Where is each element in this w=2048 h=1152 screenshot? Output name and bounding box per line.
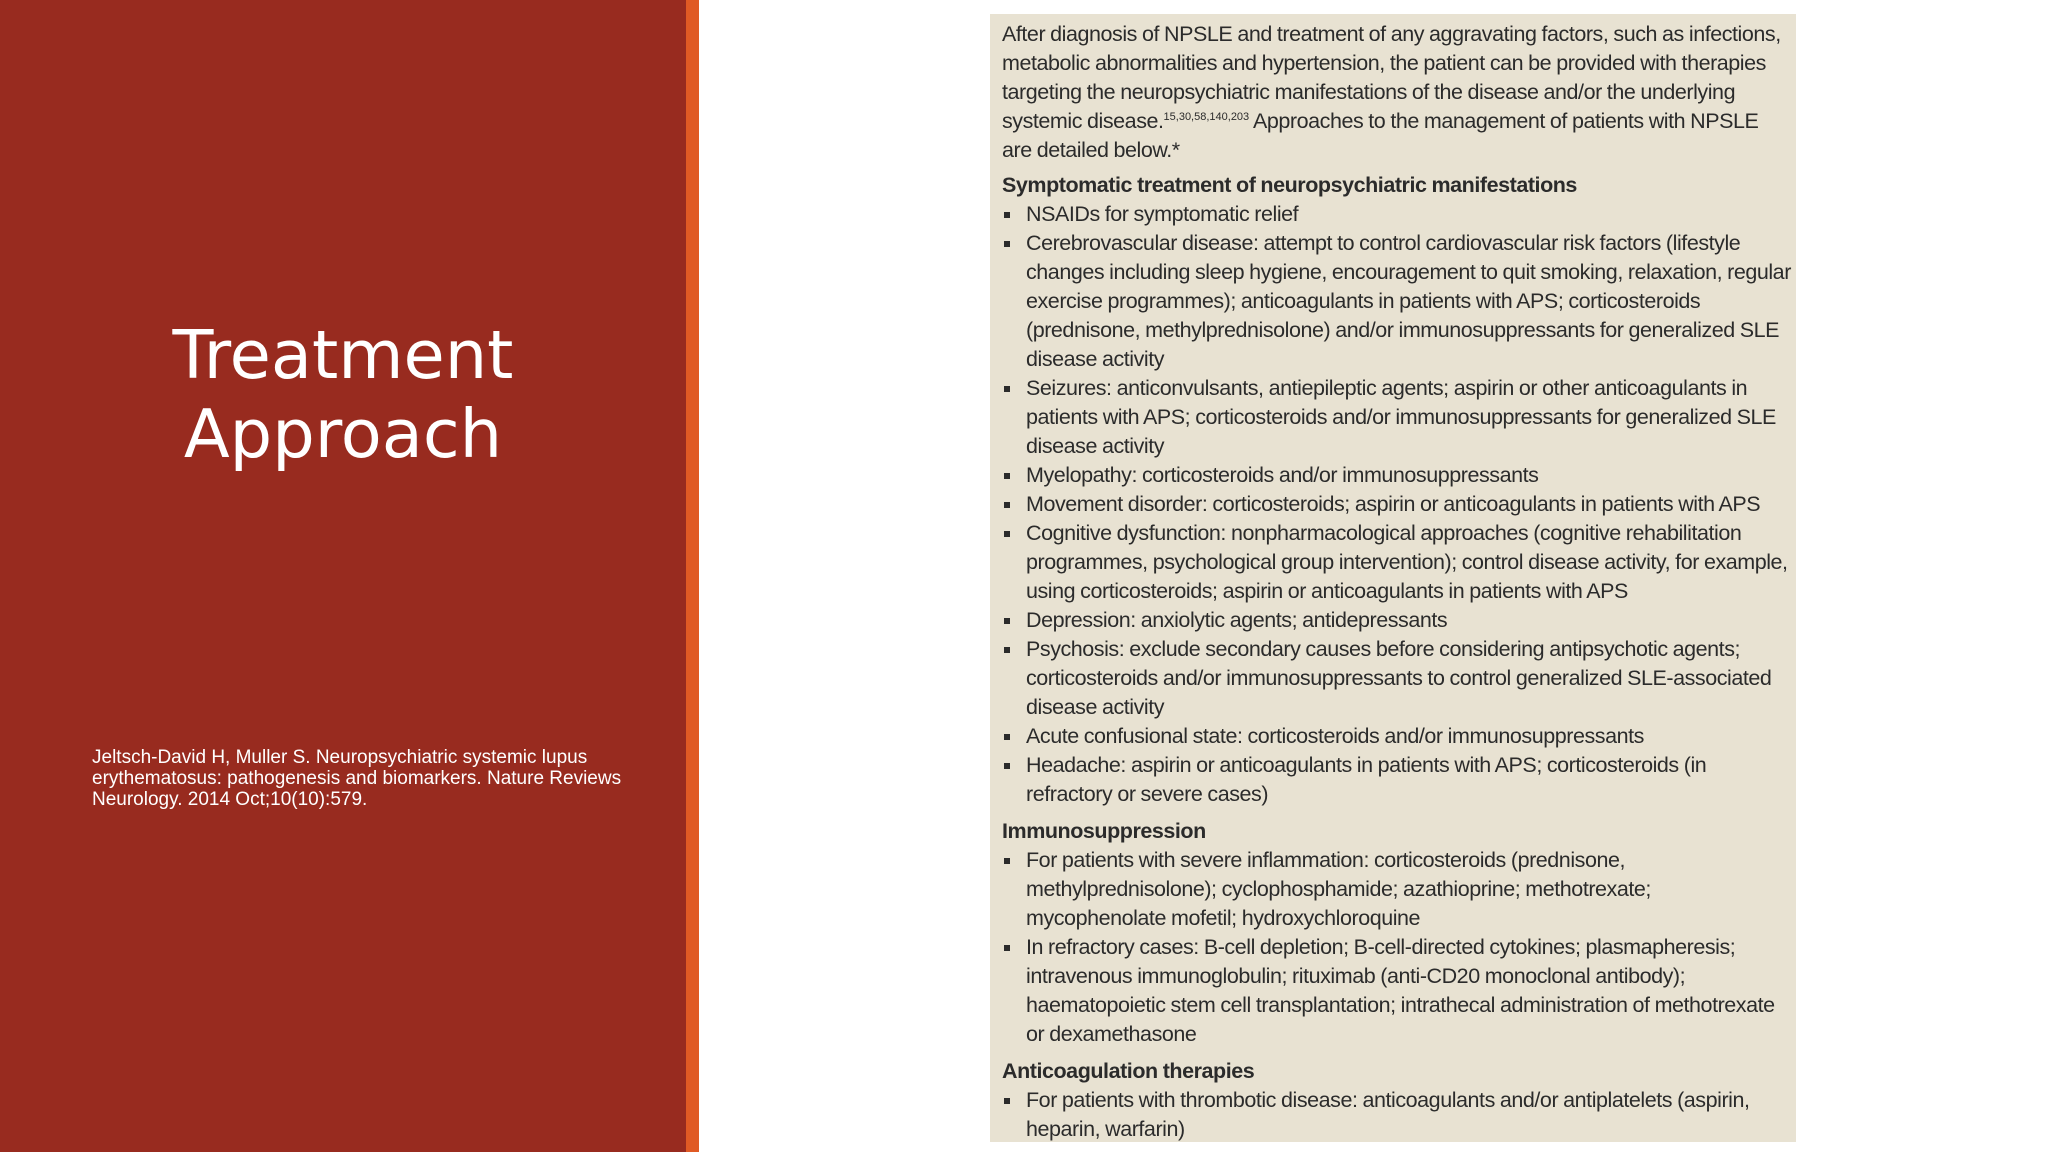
- list-item: [1002, 461, 1792, 490]
- slide-title-line-2: Approach: [183, 395, 503, 473]
- bullet-list: [1002, 1086, 1792, 1144]
- list-item: [1002, 751, 1792, 809]
- intro-tail: Approaches to the management of patients with NPSLE are detailed below.*: [1002, 109, 1759, 162]
- section-heading: Anticoagulation therapies: [1002, 1059, 1255, 1083]
- bullet-list: [1002, 846, 1792, 1049]
- accent-divider: [686, 0, 699, 1152]
- bullet-icon: [1004, 1098, 1010, 1104]
- list-item: [1002, 722, 1792, 751]
- list-item: [1002, 490, 1792, 519]
- list-item: [1002, 200, 1792, 229]
- bullet-icon: [1004, 858, 1010, 864]
- list-item: [1002, 846, 1792, 933]
- bullet-icon: [1004, 618, 1010, 624]
- list-item-text: In refractory cases: B-cell depletion; B-cell-directed cytokines; plasmapheresis; intravenous immunoglobulin; rituximab (anti-CD20 monoclonal antibody); haematopoietic stem cell transplantation; intrathecal administration of methotrexate or dexamethasone: [1026, 935, 1775, 1046]
- bullet-icon: [1004, 531, 1010, 537]
- bullet-icon: [1004, 212, 1010, 218]
- slide-title: [0, 316, 686, 474]
- list-item: [1002, 635, 1792, 722]
- list-item: [1002, 519, 1792, 606]
- treatment-text-box: [990, 14, 1796, 1142]
- title-panel: [0, 0, 686, 1152]
- bullet-icon: [1004, 945, 1010, 951]
- list-item: [1002, 1086, 1792, 1144]
- list-item-text: Acute confusional state: corticosteroids and/or immunosuppressants: [1026, 724, 1644, 748]
- list-item-text: Cognitive dysfunction: nonpharmacological approaches (cognitive rehabilitation programmes, psychological group intervention); control disease activity, for example, using corticosteroids; aspirin or anticoagulants in patients with APS: [1026, 521, 1788, 603]
- bullet-icon: [1004, 241, 1010, 247]
- section-anticoagulation: [1002, 1057, 1792, 1144]
- intro-text: After diagnosis of NPSLE and treatment of any aggravating factors, such as infections, metabolic abnormalities and hypertension, the patient can be provided with therapies targeting the neuropsychiatric manifestations of the disease and/or the underlying systemic disease.: [1002, 22, 1781, 133]
- bullet-icon: [1004, 647, 1010, 653]
- section-symptomatic: [1002, 171, 1792, 809]
- citation: Jeltsch-David H, Muller S. Neuropsychiatric systemic lupus erythematosus: pathogenesis and biomarkers. Nature Reviews Neurology. 2014 Oct;10(10):579.: [92, 747, 622, 810]
- list-item-text: For patients with thrombotic disease: anticoagulants and/or antiplatelets (aspirin, heparin, warfarin): [1026, 1088, 1750, 1141]
- list-item-text: Cerebrovascular disease: attempt to control cardiovascular risk factors (lifestyle changes including sleep hygiene, encouragement to quit smoking, relaxation, regular exercise programmes); anticoagulants in patients with APS; corticosteroids (prednisone, methylprednisolone) and/or immunosuppressants for generalized SLE disease activity: [1026, 231, 1791, 371]
- list-item-text: Movement disorder: corticosteroids; aspirin or anticoagulants in patients with APS: [1026, 492, 1761, 516]
- list-item: [1002, 229, 1792, 374]
- section-immunosuppression: [1002, 817, 1792, 1049]
- bullet-icon: [1004, 763, 1010, 769]
- list-item-text: Psychosis: exclude secondary causes before considering antipsychotic agents; corticosteroids and/or immunosuppressants to control generalized SLE-associated disease activity: [1026, 637, 1772, 719]
- slide-title-line-1: Treatment: [172, 316, 514, 394]
- list-item-text: Depression: anxiolytic agents; antidepressants: [1026, 608, 1448, 632]
- bullet-icon: [1004, 502, 1010, 508]
- list-item-text: Seizures: anticonvulsants, antiepileptic agents; aspirin or other anticoagulants in patients with APS; corticosteroids and/or immunosuppressants for generalized SLE disease activity: [1026, 376, 1776, 458]
- bullet-icon: [1004, 386, 1010, 392]
- list-item: [1002, 933, 1792, 1049]
- bullet-list: [1002, 200, 1792, 809]
- list-item: [1002, 374, 1792, 461]
- bullet-icon: [1004, 473, 1010, 479]
- intro-paragraph: [1002, 20, 1792, 165]
- section-heading: Immunosuppression: [1002, 819, 1206, 843]
- list-item-text: For patients with severe inflammation: corticosteroids (prednisone, methylprednisolone); cyclophosphamide; azathioprine; methotrexate; mycophenolate mofetil; hydroxychloroquine: [1026, 848, 1651, 930]
- list-item-text: Myelopathy: corticosteroids and/or immunosuppressants: [1026, 463, 1539, 487]
- list-item-text: Headache: aspirin or anticoagulants in patients with APS; corticosteroids (in refractory or severe cases): [1026, 753, 1707, 806]
- bullet-icon: [1004, 734, 1010, 740]
- intro-references: 15,30,58,140,203: [1163, 111, 1250, 123]
- list-item-text: NSAIDs for symptomatic relief: [1026, 202, 1299, 226]
- section-heading: Symptomatic treatment of neuropsychiatric manifestations: [1002, 173, 1577, 197]
- list-item: [1002, 606, 1792, 635]
